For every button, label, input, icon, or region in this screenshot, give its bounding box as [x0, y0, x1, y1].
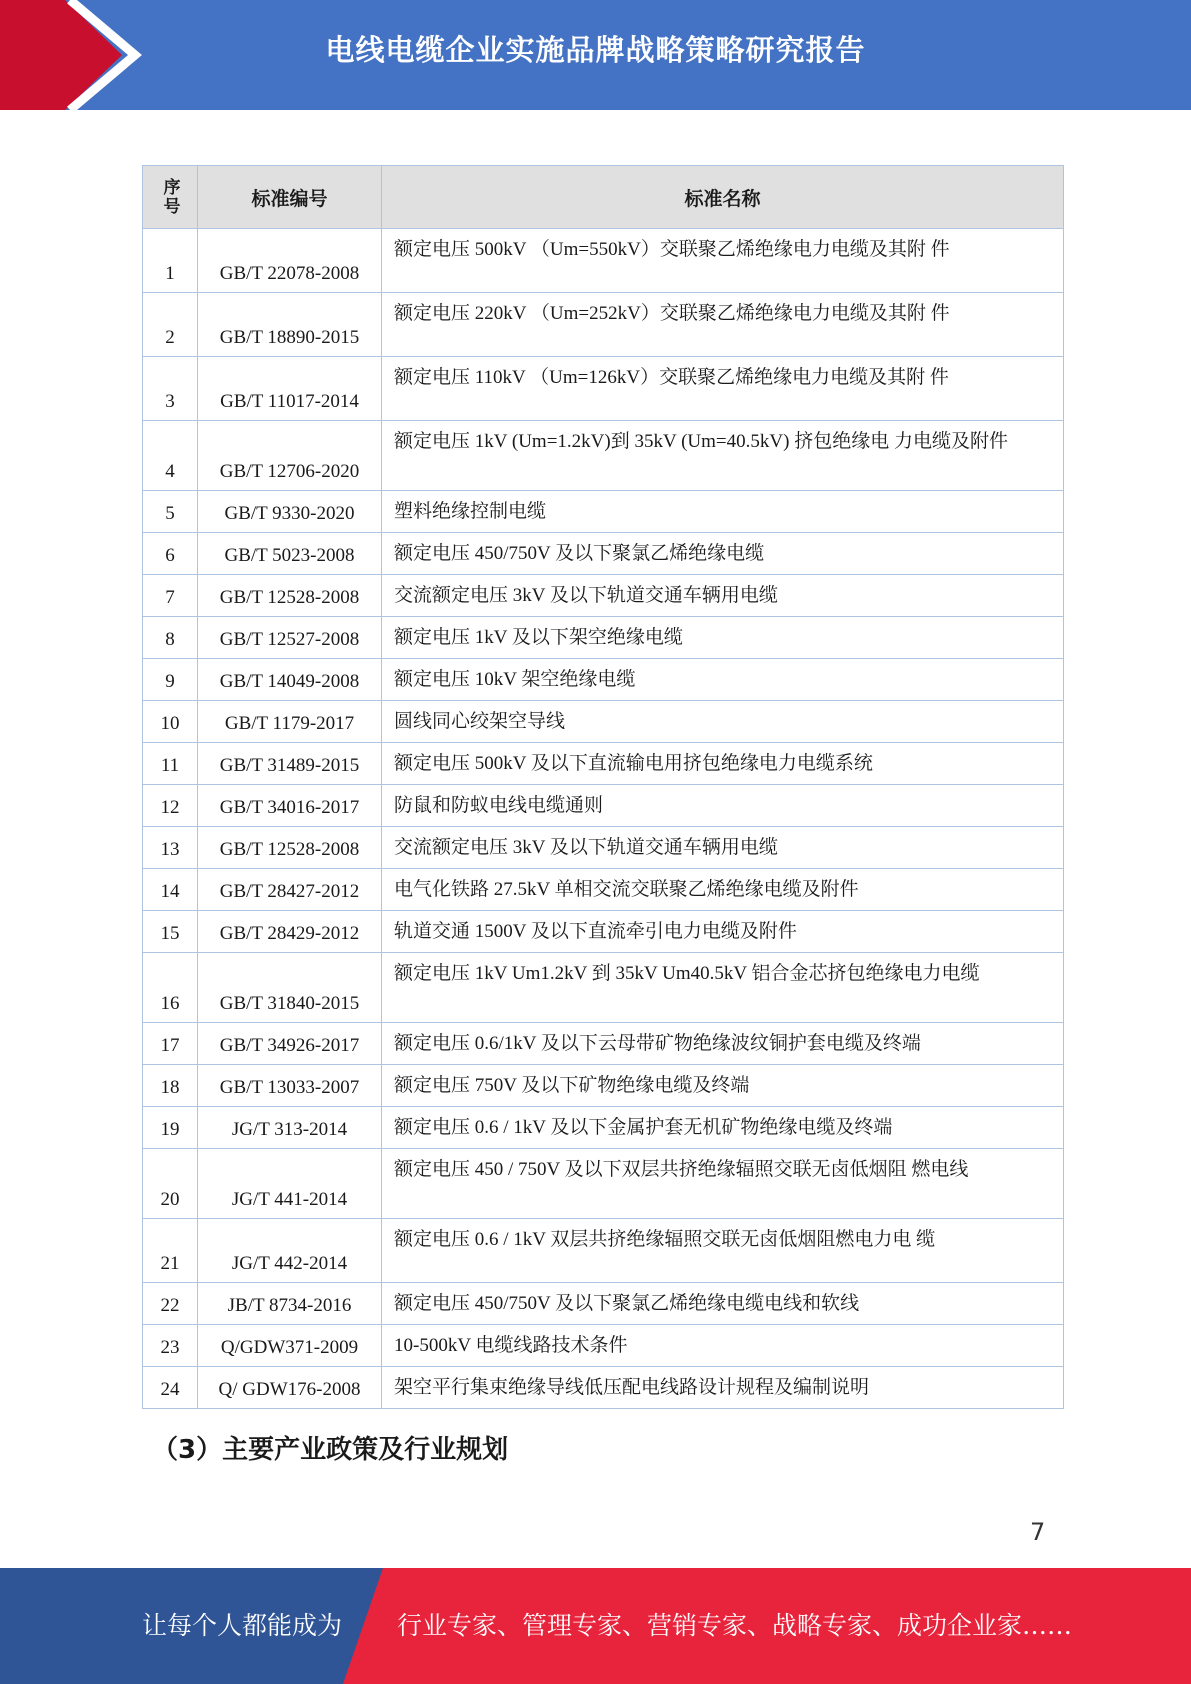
table-row — [143, 1149, 1064, 1219]
row-seq: 7 — [143, 575, 198, 617]
row-seq: 5 — [143, 491, 198, 533]
row-name: 额定电压 0.6 / 1kV 双层共挤绝缘辐照交联无卤低烟阻燃电力电 缆 — [382, 1219, 1064, 1283]
row-code: GB/T 18890-2015 — [198, 293, 382, 357]
row-seq: 8 — [143, 617, 198, 659]
row-name: 圆线同心绞架空导线 — [382, 701, 1064, 743]
row-code: GB/T 12706-2020 — [198, 421, 382, 491]
table-row — [143, 953, 1064, 1023]
table-row — [143, 617, 1064, 659]
table-row — [143, 1023, 1064, 1065]
row-code: GB/T 31489-2015 — [198, 743, 382, 785]
row-name: 额定电压 450/750V 及以下聚氯乙烯绝缘电缆 — [382, 533, 1064, 575]
table-row — [143, 229, 1064, 293]
row-name: 额定电压 220kV （Um=252kV）交联聚乙烯绝缘电力电缆及其附 件 — [382, 293, 1064, 357]
row-name: 防鼠和防蚁电线电缆通则 — [382, 785, 1064, 827]
row-name: 额定电压 1kV Um1.2kV 到 35kV Um40.5kV 铝合金芯挤包绝缘电力电缆 — [382, 953, 1064, 1023]
table-row — [143, 491, 1064, 533]
table-header-row — [143, 166, 1064, 229]
row-code: GB/T 28427-2012 — [198, 869, 382, 911]
row-code: GB/T 12528-2008 — [198, 575, 382, 617]
table-row — [143, 827, 1064, 869]
row-code: GB/T 12527-2008 — [198, 617, 382, 659]
row-seq: 19 — [143, 1107, 198, 1149]
report-title: 电线电缆企业实施品牌战略策略研究报告 — [325, 33, 866, 67]
row-seq: 20 — [143, 1149, 198, 1219]
row-code: JG/T 442-2014 — [198, 1219, 382, 1283]
row-code: GB/T 9330-2020 — [198, 491, 382, 533]
row-seq: 17 — [143, 1023, 198, 1065]
row-name: 架空平行集束绝缘导线低压配电线路设计规程及编制说明 — [382, 1367, 1064, 1409]
row-seq: 11 — [143, 743, 198, 785]
header-name: 标准名称 — [382, 166, 1064, 229]
page-number: 7 — [1030, 1518, 1046, 1546]
row-name: 额定电压 1kV (Um=1.2kV)到 35kV (Um=40.5kV) 挤包绝缘电 力电缆及附件 — [382, 421, 1064, 491]
row-name: 额定电压 10kV 架空绝缘电缆 — [382, 659, 1064, 701]
row-name: 轨道交通 1500V 及以下直流牵引电力电缆及附件 — [382, 911, 1064, 953]
table-row — [143, 659, 1064, 701]
row-code: GB/T 28429-2012 — [198, 911, 382, 953]
row-code: Q/GDW371-2009 — [198, 1325, 382, 1367]
section-heading: （3）主要产业政策及行业规划 — [152, 1435, 509, 1465]
row-code: GB/T 13033-2007 — [198, 1065, 382, 1107]
table-body — [143, 229, 1064, 1409]
table-row — [143, 293, 1064, 357]
row-code: GB/T 34926-2017 — [198, 1023, 382, 1065]
row-name: 额定电压 500kV 及以下直流输电用挤包绝缘电力电缆系统 — [382, 743, 1064, 785]
row-name: 额定电压 0.6 / 1kV 及以下金属护套无机矿物绝缘电缆及终端 — [382, 1107, 1064, 1149]
table-row — [143, 1367, 1064, 1409]
row-code: JB/T 8734-2016 — [198, 1283, 382, 1325]
row-seq: 2 — [143, 293, 198, 357]
row-seq: 13 — [143, 827, 198, 869]
header-code: 标准编号 — [198, 166, 382, 229]
row-code: JG/T 313-2014 — [198, 1107, 382, 1149]
row-name: 10-500kV 电缆线路技术条件 — [382, 1325, 1064, 1367]
row-code: GB/T 1179-2017 — [198, 701, 382, 743]
row-seq: 14 — [143, 869, 198, 911]
table-row — [143, 357, 1064, 421]
row-seq: 6 — [143, 533, 198, 575]
table-row — [143, 421, 1064, 491]
table-row — [143, 743, 1064, 785]
row-name: 额定电压 500kV （Um=550kV）交联聚乙烯绝缘电力电缆及其附 件 — [382, 229, 1064, 293]
row-name: 交流额定电压 3kV 及以下轨道交通车辆用电缆 — [382, 827, 1064, 869]
row-code: GB/T 12528-2008 — [198, 827, 382, 869]
row-name: 额定电压 450/750V 及以下聚氯乙烯绝缘电缆电线和软线 — [382, 1283, 1064, 1325]
table-row — [143, 575, 1064, 617]
row-seq: 18 — [143, 1065, 198, 1107]
row-seq: 23 — [143, 1325, 198, 1367]
row-code: GB/T 5023-2008 — [198, 533, 382, 575]
row-code: Q/ GDW176-2008 — [198, 1367, 382, 1409]
row-seq: 22 — [143, 1283, 198, 1325]
row-name: 额定电压 750V 及以下矿物绝缘电缆及终端 — [382, 1065, 1064, 1107]
table-row — [143, 533, 1064, 575]
page-header — [0, 0, 1191, 110]
footer-slogan-left: 让每个人都能成为 — [142, 1611, 343, 1640]
row-code: GB/T 11017-2014 — [198, 357, 382, 421]
row-seq: 9 — [143, 659, 198, 701]
table-row — [143, 1325, 1064, 1367]
table-row — [143, 1283, 1064, 1325]
table-row — [143, 1219, 1064, 1283]
row-seq: 3 — [143, 357, 198, 421]
table-row — [143, 1065, 1064, 1107]
table-row — [143, 785, 1064, 827]
row-code: GB/T 34016-2017 — [198, 785, 382, 827]
row-name: 塑料绝缘控制电缆 — [382, 491, 1064, 533]
row-name: 额定电压 0.6/1kV 及以下云母带矿物绝缘波纹铜护套电缆及终端 — [382, 1023, 1064, 1065]
row-seq: 15 — [143, 911, 198, 953]
row-code: JG/T 441-2014 — [198, 1149, 382, 1219]
table-row — [143, 869, 1064, 911]
row-name: 交流额定电压 3kV 及以下轨道交通车辆用电缆 — [382, 575, 1064, 617]
table-row — [143, 1107, 1064, 1149]
row-name: 额定电压 450 / 750V 及以下双层共挤绝缘辐照交联无卤低烟阻 燃电线 — [382, 1149, 1064, 1219]
row-name: 额定电压 110kV （Um=126kV）交联聚乙烯绝缘电力电缆及其附 件 — [382, 357, 1064, 421]
standards-table — [142, 165, 1064, 1409]
row-seq: 16 — [143, 953, 198, 1023]
row-seq: 21 — [143, 1219, 198, 1283]
header-seq: 序号 — [143, 166, 198, 229]
row-seq: 10 — [143, 701, 198, 743]
row-seq: 12 — [143, 785, 198, 827]
page-footer — [0, 1568, 1191, 1684]
row-code: GB/T 22078-2008 — [198, 229, 382, 293]
row-seq: 1 — [143, 229, 198, 293]
table-row — [143, 701, 1064, 743]
row-code: GB/T 31840-2015 — [198, 953, 382, 1023]
row-name: 电气化铁路 27.5kV 单相交流交联聚乙烯绝缘电缆及附件 — [382, 869, 1064, 911]
row-seq: 24 — [143, 1367, 198, 1409]
row-code: GB/T 14049-2008 — [198, 659, 382, 701]
row-name: 额定电压 1kV 及以下架空绝缘电缆 — [382, 617, 1064, 659]
table-row — [143, 911, 1064, 953]
row-seq: 4 — [143, 421, 198, 491]
footer-slogan-right: 行业专家、管理专家、营销专家、战略专家、成功企业家…… — [397, 1611, 1073, 1640]
